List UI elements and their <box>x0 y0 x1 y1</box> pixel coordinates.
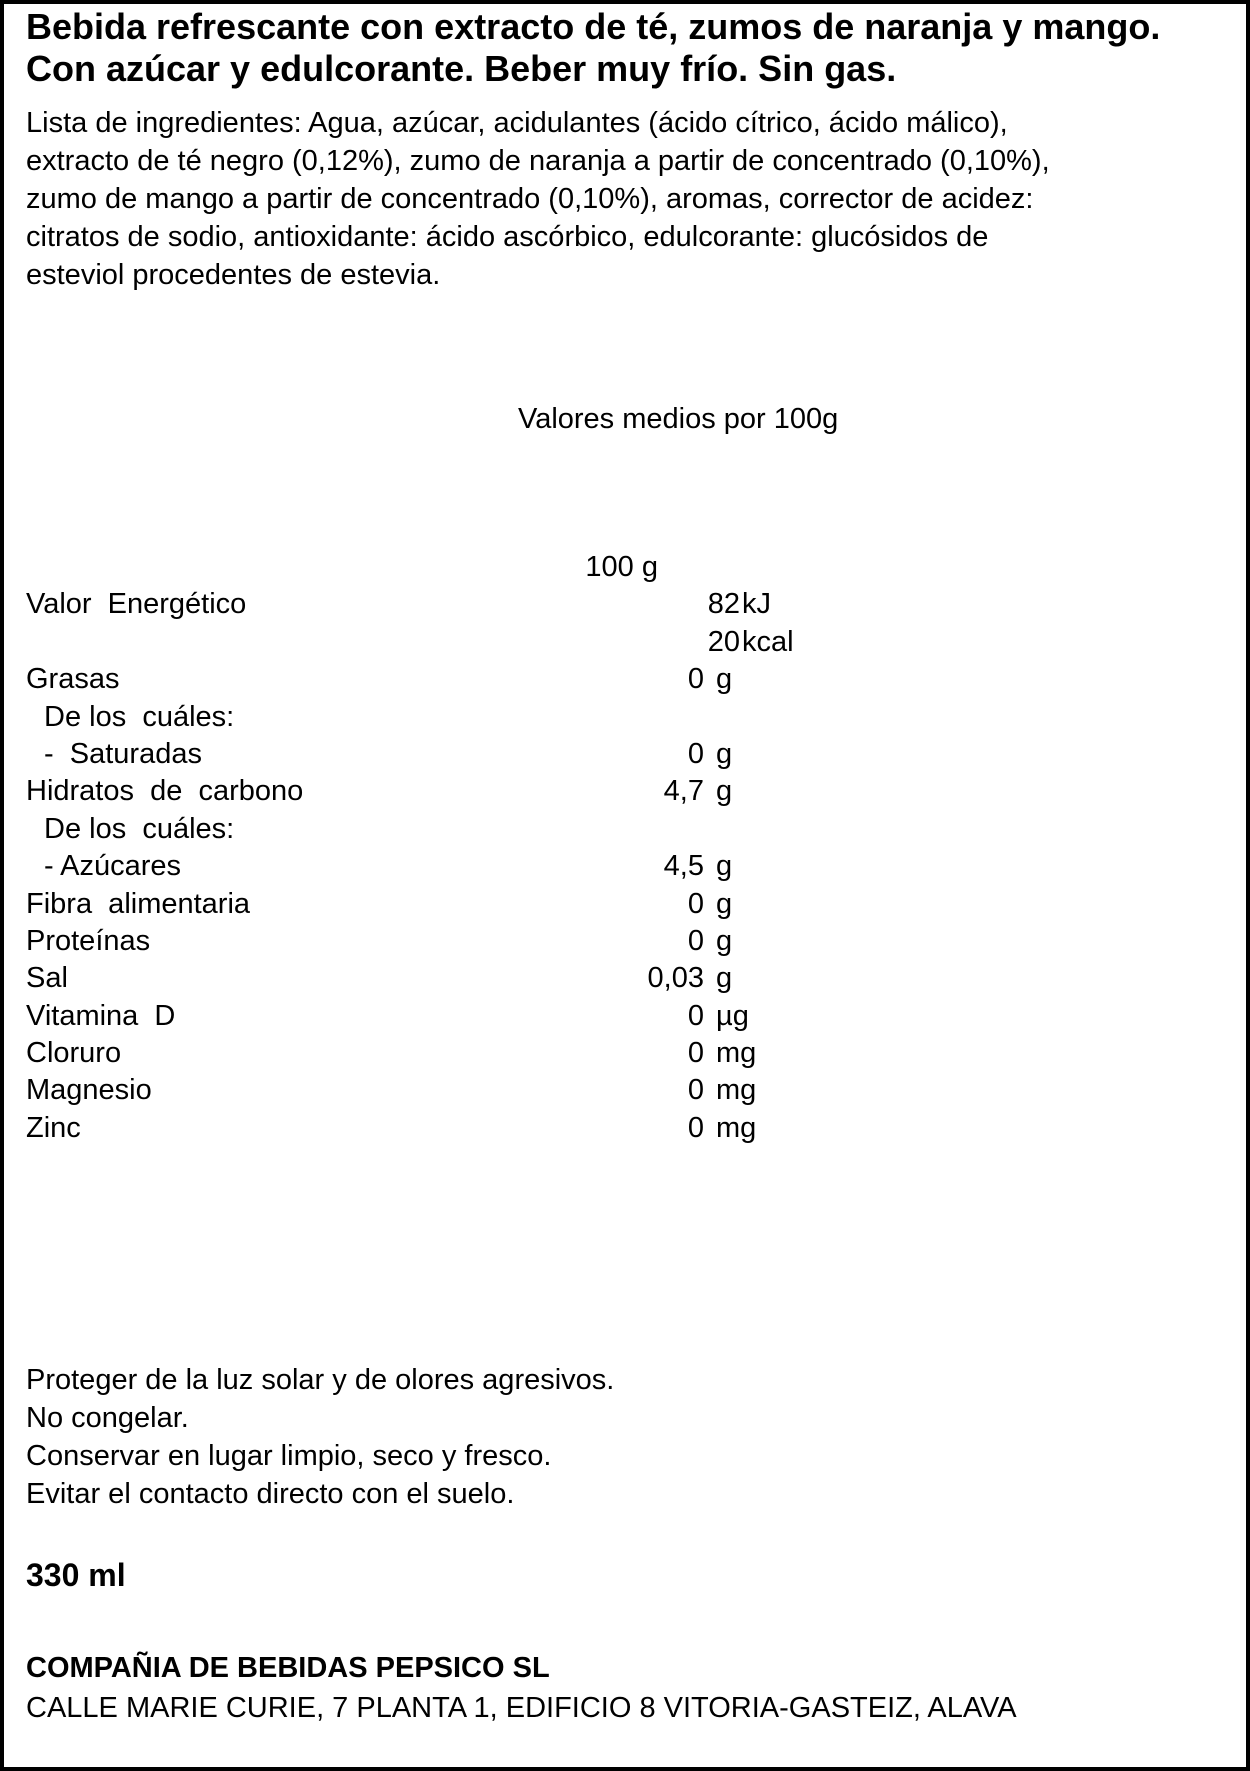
nutrition-row-header <box>26 549 1126 586</box>
nutrient-label: Sal <box>26 962 68 995</box>
nutrient-label: De los cuáles: <box>44 700 235 733</box>
nutrient-label: Hidratos de carbono <box>26 775 304 808</box>
nutrient-unit: µg <box>716 999 749 1032</box>
storage-line: Proteger de la luz solar y de olores agresivos. <box>26 1364 615 1396</box>
nutrient-label: De los cuáles: <box>44 812 235 845</box>
nutrition-row-energy-kcal <box>26 624 1126 661</box>
nutrient-unit: kcal <box>742 625 794 658</box>
nutrient-value: 0 <box>687 737 704 770</box>
nutrient-label: Vitamina D <box>26 999 176 1032</box>
nutrition-row-zinc <box>26 1110 1126 1147</box>
nutrient-label: Grasas <box>26 663 120 696</box>
nutrient-value: 82 <box>707 588 740 621</box>
storage-line: Evitar el contacto directo con el suelo. <box>26 1478 515 1510</box>
nutrition-row-chloride <box>26 1035 1126 1072</box>
nutrition-row-sugars <box>26 848 1126 885</box>
nutrition-heading: Valores medios por 100g <box>518 403 839 435</box>
nutrient-value: 0 <box>687 1074 704 1107</box>
nutrient-value: 4,7 <box>663 775 704 808</box>
nutrient-label: - Azúcares <box>44 850 181 883</box>
ingredients-list: Lista de ingredientes: Agua, azúcar, acidulantes (ácido cítrico, ácido málico), extracto de té negro (0,12%), zumo de naranja a partir de concentrado (0,10%), zumo de mango a partir de concentrado (0,10%), aromas, corrector de acidez: citratos de sodio, antioxidante: ácido ascórbico, edulcorante: glucósidos de esteviol procedentes de estevia. <box>26 107 1050 291</box>
nutrient-unit: g <box>716 850 733 883</box>
nutrient-unit: mg <box>716 1111 757 1144</box>
nutrient-value: 4,5 <box>663 850 704 883</box>
nutrient-unit: kJ <box>742 588 771 621</box>
nutrient-label: Fibra alimentaria <box>26 887 251 920</box>
nutrient-unit: g <box>716 775 733 808</box>
storage-instructions <box>26 1361 1226 1513</box>
nutrient-label: - Saturadas <box>44 737 202 770</box>
nutrition-row-carbs-of-which <box>26 811 1126 848</box>
nutrient-unit: g <box>716 663 733 696</box>
nutrient-value: 0 <box>687 887 704 920</box>
nutrient-value: 0 <box>687 1037 704 1070</box>
nutrition-row-energy-kj <box>26 586 1126 623</box>
company-address: CALLE MARIE CURIE, 7 PLANTA 1, EDIFICIO 8 VITORIA-GASTEIZ, ALAVA <box>26 1692 1017 1724</box>
nutrient-unit: g <box>716 924 733 957</box>
nutrient-label: Magnesio <box>26 1074 152 1107</box>
nutrient-unit: g <box>716 737 733 770</box>
nutrient-unit: mg <box>716 1074 757 1107</box>
nutrition-row-fat-of-which <box>26 699 1126 736</box>
nutrient-value: 0 <box>687 1111 704 1144</box>
nutrient-value: 20 <box>707 625 740 658</box>
nutrient-value: 0,03 <box>647 962 704 995</box>
nutrient-label: Valor Energético <box>26 588 247 621</box>
nutrition-row-protein <box>26 923 1126 960</box>
nutrient-value: 0 <box>687 999 704 1032</box>
storage-line: No congelar. <box>26 1402 189 1434</box>
nutrient-label: Cloruro <box>26 1037 122 1070</box>
nutrient-label: Proteínas <box>26 924 151 957</box>
nutrient-value: 0 <box>687 924 704 957</box>
company-name: COMPAÑIA DE BEBIDAS PEPSICO SL <box>26 1652 550 1684</box>
nutrient-value: 100 g <box>585 551 658 583</box>
nutrition-row-fat <box>26 661 1126 698</box>
nutrition-row-fibre <box>26 886 1126 923</box>
nutrition-row-salt <box>26 960 1126 997</box>
net-volume: 330 ml <box>26 1557 126 1593</box>
nutrient-unit: mg <box>716 1037 757 1070</box>
nutrition-row-carbohydrates <box>26 773 1126 810</box>
product-description-title: Bebida refrescante con extracto de té, zumos de naranja y mango. Con azúcar y edulcorante. Beber muy frío. Sin gas. <box>26 6 1161 89</box>
nutrition-row-saturated <box>26 736 1126 773</box>
nutrition-row-magnesium <box>26 1072 1126 1109</box>
storage-line: Conservar en lugar limpio, seco y fresco. <box>26 1440 552 1472</box>
nutrient-value: 0 <box>687 663 704 696</box>
nutrition-row-vitamin-d <box>26 998 1126 1035</box>
nutrient-unit: g <box>716 962 733 995</box>
nutrient-unit: g <box>716 887 733 920</box>
nutrient-label: Zinc <box>26 1111 81 1144</box>
nutrition-table <box>26 549 1126 1147</box>
